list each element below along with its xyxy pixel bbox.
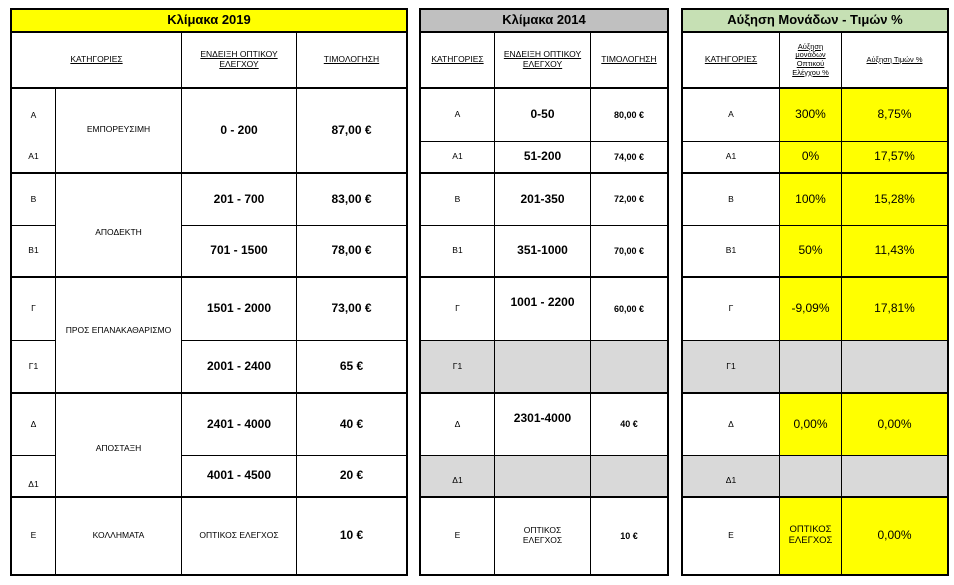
category-code: Β <box>681 174 780 226</box>
category-code: Α <box>10 89 56 142</box>
category-code: Γ <box>681 278 780 341</box>
category-code: Α <box>681 89 780 142</box>
indication-range: ΟΠΤΙΚΟΣ ΕΛΕΓΧΟΣ <box>495 498 591 576</box>
price: 20 € <box>297 456 408 498</box>
table-increase-title: Αύξηση Μονάδων - Τιμών % <box>681 8 949 33</box>
category-code: Γ <box>10 278 56 341</box>
indication-range: 201 - 700 <box>182 174 297 226</box>
indication-range: 1001 - 2200 <box>495 278 591 341</box>
indication-range: 201-350 <box>495 174 591 226</box>
indication-range: 51-200 <box>495 142 591 174</box>
unit-increase: 300% <box>780 89 842 142</box>
category-code: Δ <box>419 394 495 456</box>
price: 78,00 € <box>297 226 408 278</box>
category-code: Α1 <box>419 142 495 174</box>
price-increase: 8,75% <box>842 89 949 142</box>
unit-increase-empty <box>780 341 842 394</box>
price-increase: 17,57% <box>842 142 949 174</box>
price: 83,00 € <box>297 174 408 226</box>
header-categories: ΚΑΤΗΓΟΡΙΕΣ <box>10 33 182 89</box>
category-code: Γ <box>419 278 495 341</box>
price-increase: 0,00% <box>842 394 949 456</box>
group-name: ΚΟΛΛΗΜΑΤΑ <box>56 498 182 576</box>
unit-increase: 100% <box>780 174 842 226</box>
category-code: Ε <box>10 498 56 576</box>
indication-range: 2301-4000 <box>495 394 591 456</box>
unit-increase: 0% <box>780 142 842 174</box>
category-code: Γ1 <box>10 341 56 394</box>
header-indication: ΕΝΔΕΙΞΗ ΟΠΤΙΚΟΥ ΕΛΕΓΧΟΥ <box>495 33 591 89</box>
category-code: Α1 <box>681 142 780 174</box>
price: 70,00 € <box>591 226 669 278</box>
indication-range: 1501 - 2000 <box>182 278 297 341</box>
header-categories: ΚΑΤΗΓΟΡΙΕΣ <box>419 33 495 89</box>
unit-increase: 0,00% <box>780 394 842 456</box>
price: 72,00 € <box>591 174 669 226</box>
price: 87,00 € <box>297 89 408 174</box>
category-code: Δ1 <box>10 456 56 498</box>
indication-range: 4001 - 4500 <box>182 456 297 498</box>
group-name: ΑΠΟΣΤΑΞΗ <box>56 394 182 498</box>
price: 40 € <box>297 394 408 456</box>
category-code: Δ1 <box>419 456 495 498</box>
price-empty <box>591 341 669 394</box>
header-pricing: ΤΙΜΟΛΟΓΗΣΗ <box>297 33 408 89</box>
indication-range: 351-1000 <box>495 226 591 278</box>
price-increase: 15,28% <box>842 174 949 226</box>
group-name: ΠΡΟΣ ΕΠΑΝΑΚΑΘΑΡΙΣΜΟ <box>56 278 182 394</box>
category-code: Β <box>419 174 495 226</box>
category-code: Β1 <box>10 226 56 278</box>
header-unit-increase: Αύξηση μονάδων Οπτικού Ελέγχου % <box>780 33 842 89</box>
price: 74,00 € <box>591 142 669 174</box>
indication-range: ΟΠΤΙΚΟΣ ΕΛΕΓΧΟΣ <box>182 498 297 576</box>
table-2019-title: Κλίμακα 2019 <box>10 8 408 33</box>
indication-range: 2001 - 2400 <box>182 341 297 394</box>
category-code: Α <box>419 89 495 142</box>
indication-range: 0-50 <box>495 89 591 142</box>
category-code: Δ <box>10 394 56 456</box>
price: 10 € <box>297 498 408 576</box>
price-increase: 11,43% <box>842 226 949 278</box>
category-code: Β1 <box>419 226 495 278</box>
header-pricing: ΤΙΜΟΛΟΓΗΣΗ <box>591 33 669 89</box>
header-price-increase: Αύξηση Τιμών % <box>842 33 949 89</box>
group-name: ΑΠΟΔΕΚΤΗ <box>56 174 182 278</box>
price-increase: 17,81% <box>842 278 949 341</box>
category-code: Ε <box>419 498 495 576</box>
price-increase: 0,00% <box>842 498 949 576</box>
category-code: Α1 <box>10 142 56 174</box>
price: 73,00 € <box>297 278 408 341</box>
indication-range-empty <box>495 456 591 498</box>
indication-range-empty <box>495 341 591 394</box>
unit-increase: ΟΠΤΙΚΟΣ ΕΛΕΓΧΟΣ <box>780 498 842 576</box>
price-increase-empty <box>842 456 949 498</box>
header-indication: ΕΝΔΕΙΞΗ ΟΠΤΙΚΟΥ ΕΛΕΓΧΟΥ <box>182 33 297 89</box>
header-categories: ΚΑΤΗΓΟΡΙΕΣ <box>681 33 780 89</box>
price: 40 € <box>591 394 669 456</box>
unit-increase: -9,09% <box>780 278 842 341</box>
unit-increase: 50% <box>780 226 842 278</box>
price: 65 € <box>297 341 408 394</box>
table-2014-title: Κλίμακα 2014 <box>419 8 669 33</box>
price: 60,00 € <box>591 278 669 341</box>
category-code: Δ1 <box>681 456 780 498</box>
group-name: ΕΜΠΟΡΕΥΣΙΜΗ <box>56 89 182 174</box>
category-code: Ε <box>681 498 780 576</box>
price-increase-empty <box>842 341 949 394</box>
category-code: Δ <box>681 394 780 456</box>
category-code: Γ1 <box>681 341 780 394</box>
indication-range: 701 - 1500 <box>182 226 297 278</box>
indication-range: 2401 - 4000 <box>182 394 297 456</box>
category-code: Β <box>10 174 56 226</box>
unit-increase-empty <box>780 456 842 498</box>
indication-range: 0 - 200 <box>182 89 297 174</box>
category-code: Β1 <box>681 226 780 278</box>
price: 10 € <box>591 498 669 576</box>
price-empty <box>591 456 669 498</box>
price: 80,00 € <box>591 89 669 142</box>
category-code: Γ1 <box>419 341 495 394</box>
